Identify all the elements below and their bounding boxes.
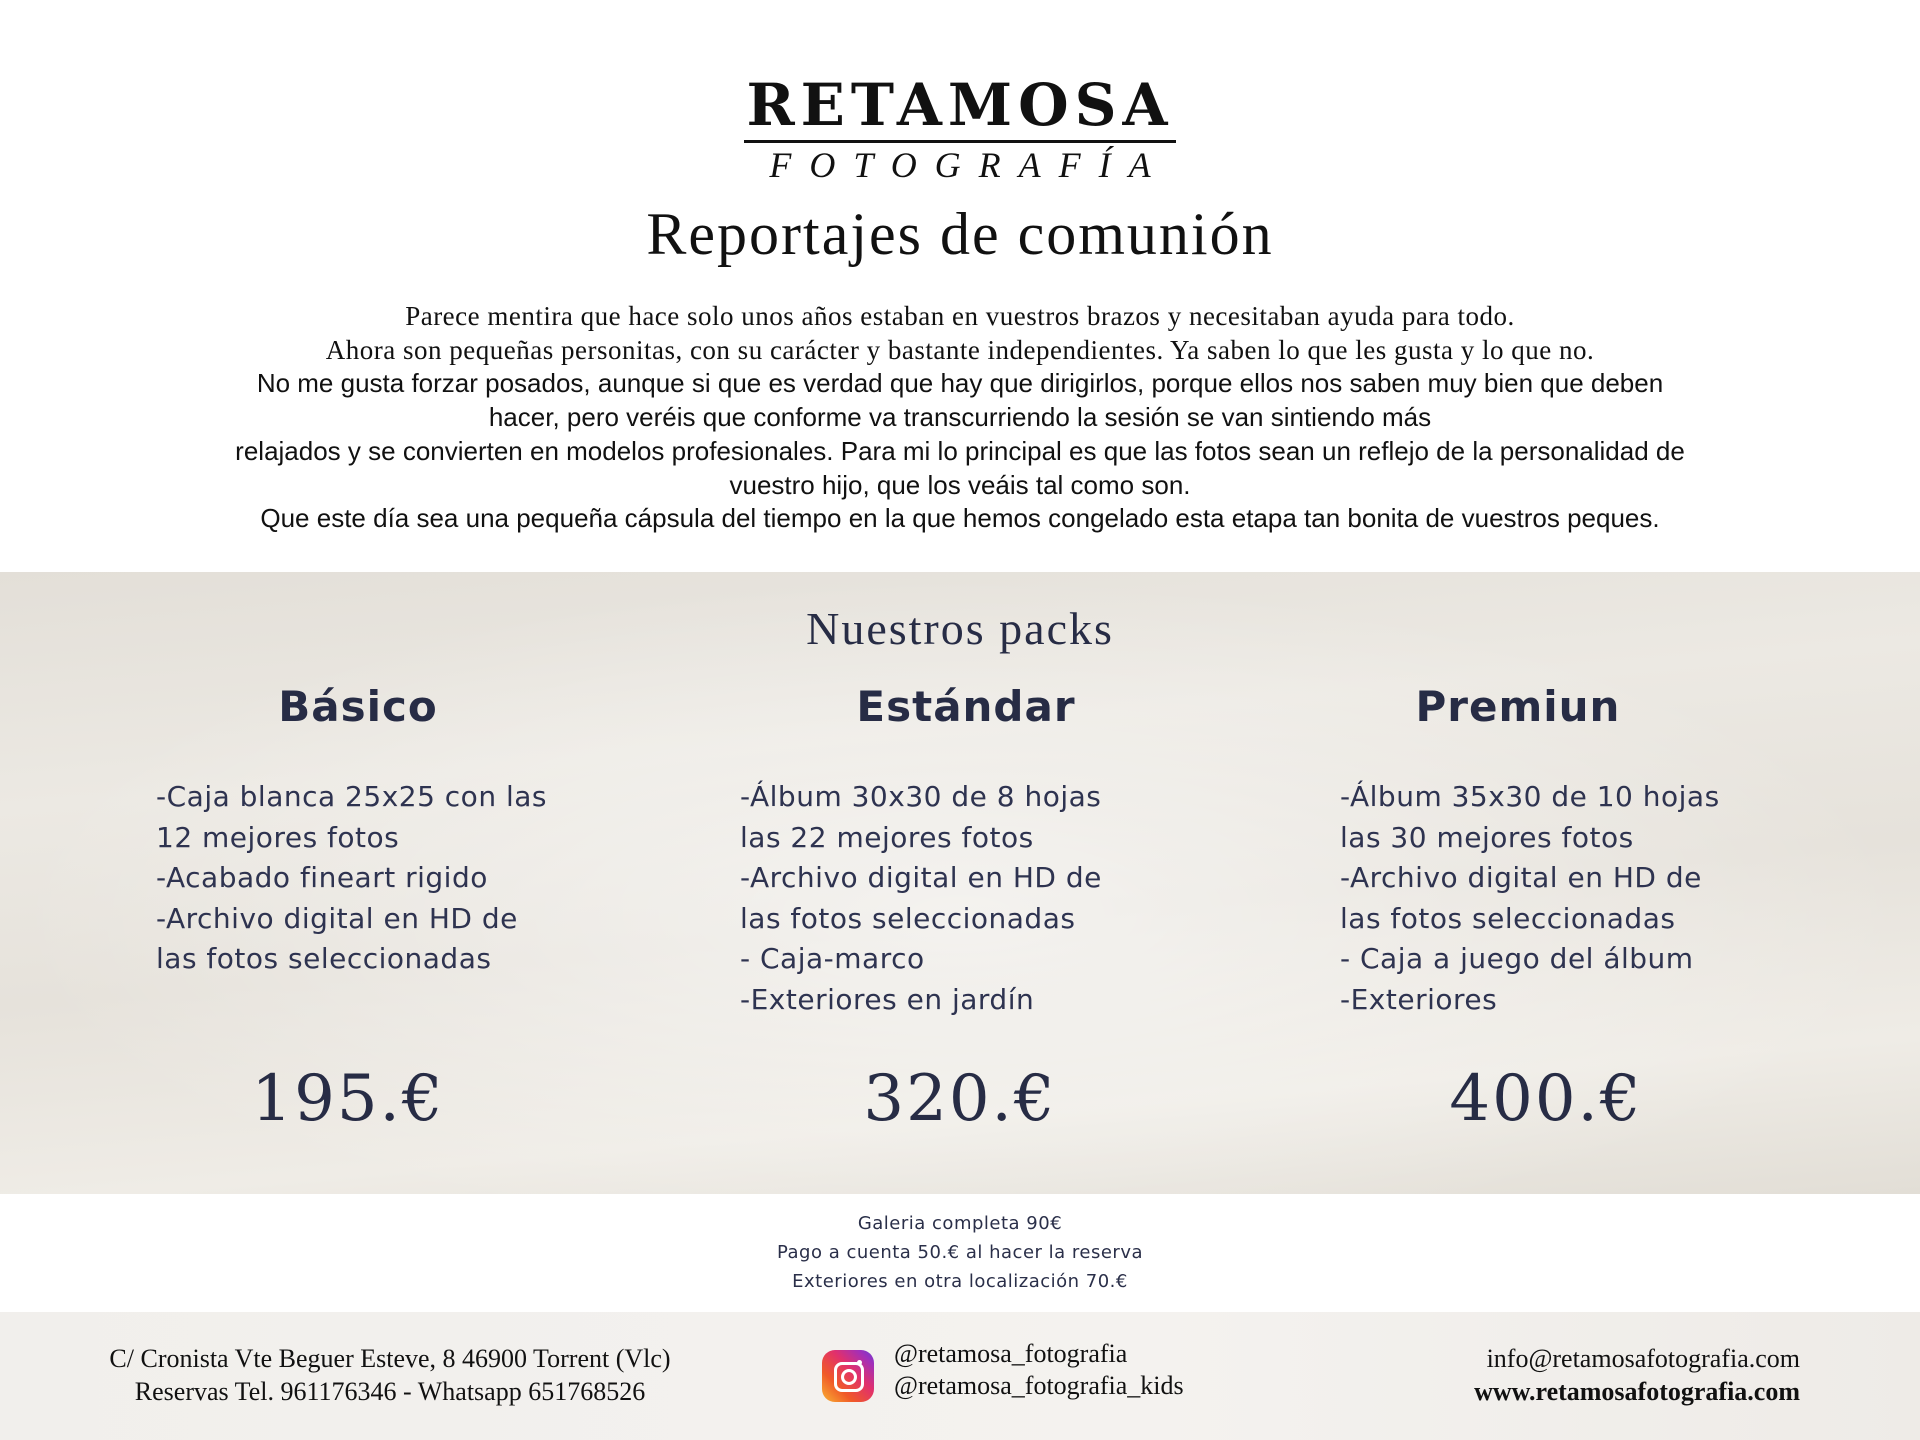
pack-estandar — [706, 572, 1226, 1194]
pack-feature: -Álbum 35x30 de 10 hojas — [1340, 780, 1720, 813]
pack-price: 400.€ — [1449, 1062, 1643, 1136]
note-line: Galeria completa 90€ — [857, 1213, 1063, 1234]
intro-line: Ahora son pequeñas personitas, con su carácter y bastante independientes. Ya saben lo que les gusta y lo que no. — [325, 334, 1595, 365]
pack-feature: -Archivo digital en HD de — [740, 861, 1102, 895]
logo-subtitle: FOTOGRAFÍA — [769, 145, 1169, 185]
intro-line: Parece mentira que hace solo unos años estaban en vuestros brazos y necesitaban ayuda para todo. — [405, 301, 1515, 331]
pack-feature: -Archivo digital en HD de — [156, 901, 518, 935]
intro-line: hacer, pero veréis que conforme va transcurriendo la sesión se van sintiendo más — [488, 402, 1432, 433]
pack-feature: -Archivo digital en HD de — [1340, 861, 1702, 895]
intro-line: Que este día sea una pequeña cápsula del tiempo en la que hemos congelado esta etapa tan bonita de vuestros peques. — [260, 503, 1660, 534]
pack-premium — [1290, 572, 1810, 1194]
pack-name: Premiun — [1415, 682, 1621, 731]
instagram-icon[interactable] — [822, 1350, 874, 1402]
pack-features — [740, 777, 1102, 1021]
instagram-handle[interactable]: @retamosa_fotografia — [894, 1339, 1128, 1368]
pack-feature: -Exteriores — [1340, 982, 1498, 1016]
packs-section — [0, 572, 1920, 1194]
note-line: Exteriores en otra localización 70.€ — [792, 1271, 1128, 1292]
logo-name: RETAMOSA — [744, 72, 1175, 143]
pack-feature: las fotos seleccionadas — [740, 901, 1076, 935]
extra-notes — [0, 1209, 1920, 1296]
contact-block — [1380, 1342, 1800, 1408]
pack-feature: -Acabado fineart rigido — [156, 861, 488, 895]
email-link[interactable]: info@retamosafotografia.com — [1486, 1344, 1800, 1373]
intro-line: relajados y se convierten en modelos profesionales. Para mi lo principal es que las fotos sean un reflejo de la personalidad de — [235, 435, 1685, 466]
pack-features — [156, 777, 547, 980]
intro-line: No me gusta forzar posados, aunque si que es verdad que hay que dirigirlos, porque ellos nos saben muy bien que deben — [256, 368, 1664, 399]
instagram-block — [822, 1339, 1222, 1408]
pack-basico — [118, 572, 638, 1194]
pack-feature: - Caja-marco — [740, 942, 925, 976]
pack-name: Básico — [278, 682, 438, 731]
pack-feature: -Exteriores en jardín — [740, 982, 1035, 1016]
pack-feature: las fotos seleccionadas — [1340, 901, 1676, 935]
pack-feature: las fotos seleccionadas — [156, 942, 492, 976]
pack-price: 195.€ — [251, 1062, 445, 1136]
pack-feature: las 30 mejores fotos — [1340, 820, 1634, 854]
pack-feature: 12 mejores fotos — [156, 820, 400, 854]
intro-text — [90, 300, 1830, 536]
pack-price: 320.€ — [863, 1062, 1057, 1136]
logo — [0, 72, 1920, 185]
website-link[interactable]: www.retamosafotografia.com — [1474, 1377, 1800, 1406]
footer — [0, 1312, 1920, 1440]
pack-name: Estándar — [856, 682, 1076, 731]
packs-title: Nuestros packs — [806, 603, 1114, 654]
instagram-handle[interactable]: @retamosa_fotografia_kids — [894, 1371, 1184, 1400]
phones: Reservas Tel. 961176346 - Whatsapp 651768526 — [134, 1377, 646, 1406]
page-title: Reportajes de comunión — [646, 201, 1274, 267]
pack-feature: las 22 mejores fotos — [740, 820, 1034, 854]
pack-feature: -Caja blanca 25x25 con las — [156, 780, 547, 813]
intro-line: vuestro hijo, que los veáis tal como son. — [729, 469, 1191, 500]
address: C/ Cronista Vte Beguer Esteve, 8 46900 Torrent (Vlc) — [109, 1344, 671, 1373]
pack-feature: -Álbum 30x30 de 8 hojas — [740, 780, 1102, 813]
pack-features — [1340, 777, 1720, 1021]
address-block — [60, 1342, 720, 1408]
pack-feature: - Caja a juego del álbum — [1340, 942, 1694, 976]
note-line: Pago a cuenta 50.€ al hacer la reserva — [776, 1242, 1144, 1263]
